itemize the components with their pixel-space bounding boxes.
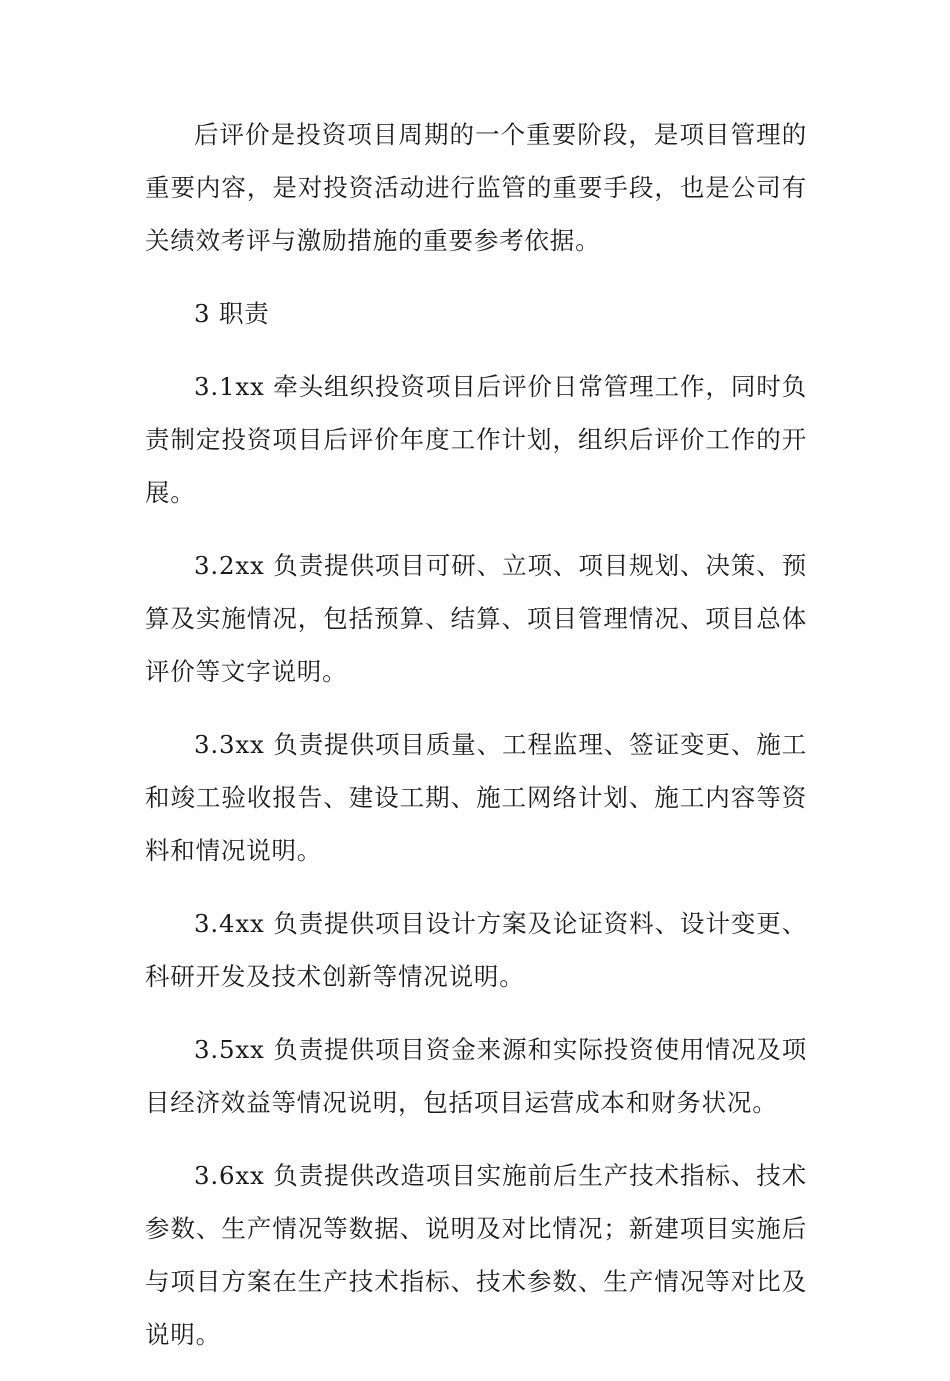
document-page <box>145 108 807 1381</box>
clause-3-1: 3.1xx 牵头组织投资项目后评价日常管理工作，同时负责制定投资项目后评价年度工作计划，组织后评价工作的开展。 <box>145 372 807 507</box>
clause-3-2: 3.2xx 负责提供项目可研、立项、项目规划、决策、预算及实施情况，包括预算、结算、项目管理情况、项目总体评价等文字说明。 <box>145 551 807 686</box>
clause-3-4: 3.4xx 负责提供项目设计方案及论证资料、设计变更、科研开发及技术创新等情况说明。 <box>145 909 807 991</box>
clause-3-6: 3.6xx 负责提供改造项目实施前后生产技术指标、技术参数、生产情况等数据、说明及对比情况；新建项目实施后与项目方案在生产技术指标、技术参数、生产情况等对比及说明。 <box>145 1161 807 1349</box>
clause-3-3: 3.3xx 负责提供项目质量、工程监理、签证变更、施工和竣工验收报告、建设工期、施工网络计划、施工内容等资料和情况说明。 <box>145 730 807 865</box>
clause-3-5: 3.5xx 负责提供项目资金来源和实际投资使用情况及项目经济效益等情况说明，包括项目运营成本和财务状况。 <box>145 1035 807 1117</box>
section-heading-responsibilities: 3 职责 <box>194 299 270 328</box>
intro-paragraph: 后评价是投资项目周期的一个重要阶段，是项目管理的重要内容，是对投资活动进行监管的重要手段，也是公司有关绩效考评与激励措施的重要参考依据。 <box>145 120 807 255</box>
